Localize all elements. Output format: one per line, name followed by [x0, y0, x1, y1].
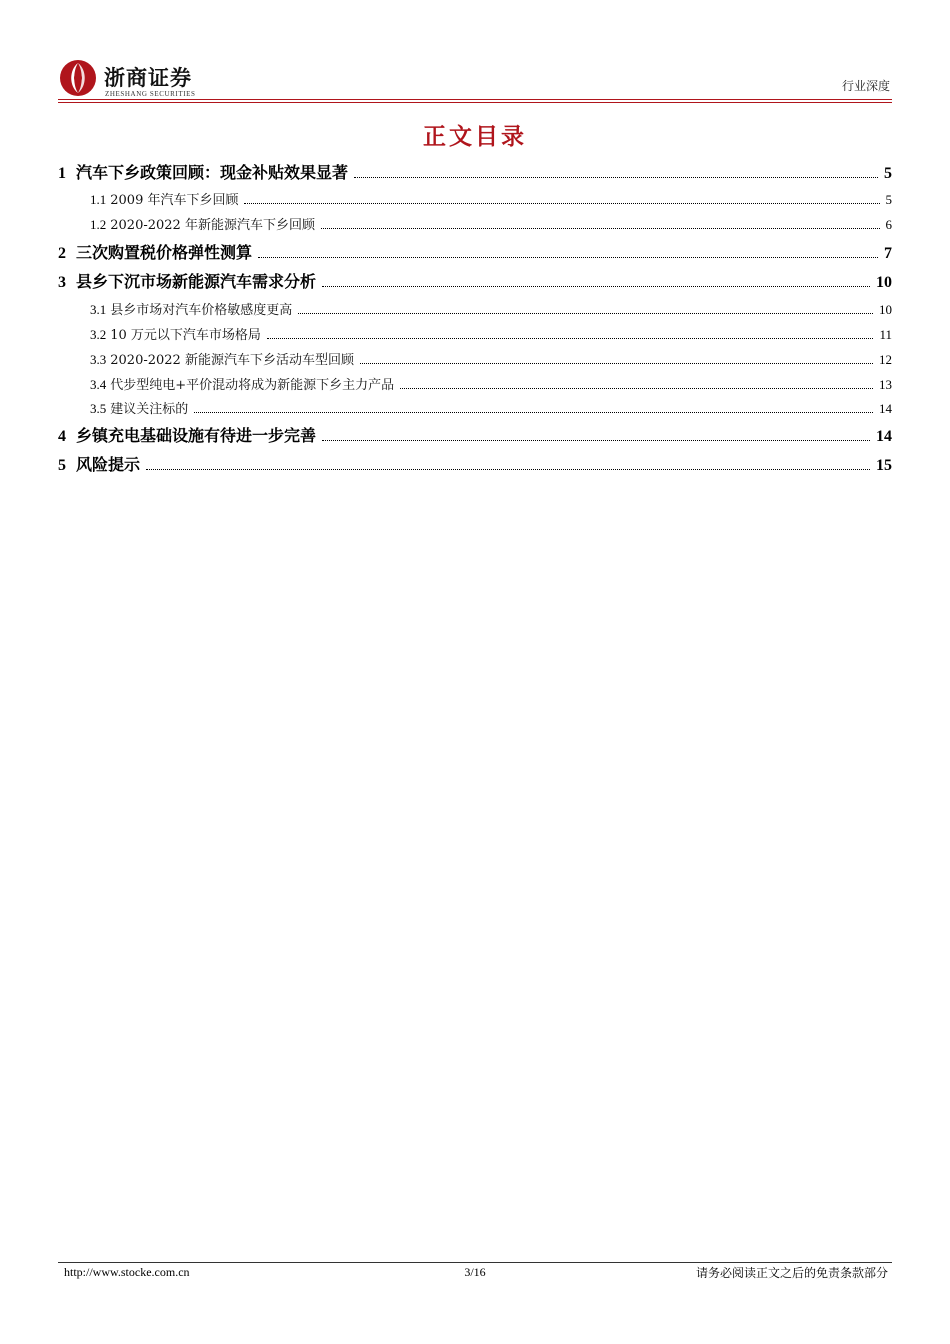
- toc-dot-leader: [194, 412, 873, 413]
- toc-entry-page: 14: [876, 428, 892, 445]
- toc-entry[interactable]: [58, 189, 892, 209]
- toc-entry-number: 3.1: [90, 302, 107, 317]
- toc-dot-leader: [400, 388, 873, 389]
- toc-entry-label: 县乡市场对汽车价格敏感度更高: [110, 303, 293, 318]
- toc-entry-label: 县乡下沉市场新能源汽车需求分析: [76, 272, 317, 291]
- toc-entry-page: 14: [879, 401, 892, 416]
- header-divider-thin: [58, 102, 892, 103]
- header-divider: [58, 99, 892, 100]
- toc-entry-page: 15: [876, 457, 892, 474]
- toc-entry[interactable]: [58, 423, 892, 447]
- toc-dot-leader: [267, 338, 874, 339]
- toc-entry-label: 建议关注标的: [110, 402, 189, 417]
- toc-entry-number: 3.5: [90, 401, 107, 416]
- toc-entry[interactable]: [58, 324, 892, 344]
- toc-dot-leader: [298, 313, 873, 314]
- toc-entry-number: 1.1: [90, 192, 107, 207]
- toc-entry-label: 三次购置税价格弹性测算: [76, 243, 253, 262]
- toc-entry-number: 3: [58, 274, 66, 291]
- toc-entry[interactable]: [58, 452, 892, 476]
- toc-entry[interactable]: [58, 374, 892, 394]
- toc-dot-leader: [360, 363, 873, 364]
- toc-entry-page: 10: [879, 302, 892, 317]
- toc-entry[interactable]: [58, 299, 892, 319]
- toc-entry-number: 1: [58, 165, 66, 182]
- toc-entry-number: 2: [58, 245, 66, 262]
- toc-dot-leader: [322, 286, 870, 287]
- toc-entry-label: 汽车下乡政策回顾：现金补贴效果显著: [76, 163, 349, 182]
- toc-entry-number: 3.3: [90, 352, 107, 367]
- toc-entry-page: 10: [876, 274, 892, 291]
- toc-entry-label: 风险提示: [76, 455, 141, 474]
- footer-disclaimer: 请务必阅读正文之后的免责条款部分: [695, 1266, 888, 1280]
- toc-entry-label: 代步型纯电+平价混动将成为新能源下乡主力产品: [110, 378, 395, 393]
- toc-entry-number: 3.4: [90, 377, 107, 392]
- toc-dot-leader: [354, 177, 878, 178]
- document-type: 行业深度: [841, 79, 890, 93]
- toc-entry-page: 6: [885, 217, 892, 232]
- toc-entry-number: 5: [58, 457, 66, 474]
- toc-entry-label: 2020-2022 年新能源汽车下乡回顾: [110, 218, 315, 233]
- page-number: 3/16: [464, 1265, 486, 1279]
- logo-mark-icon: [58, 58, 98, 98]
- toc-entry-page: 5: [884, 165, 892, 182]
- toc-entry[interactable]: [58, 349, 892, 369]
- toc-entry-number: 3.2: [90, 327, 107, 342]
- footer-url[interactable]: http://www.stocke.com.cn: [64, 1265, 190, 1279]
- toc-entry[interactable]: [58, 160, 892, 184]
- toc-entry-number: 4: [58, 428, 66, 445]
- toc-entry-page: 7: [884, 245, 892, 262]
- toc-entry-page: 12: [879, 352, 892, 367]
- toc-entry-label: 2009 年汽车下乡回顾: [110, 193, 239, 208]
- toc-dot-leader: [258, 257, 878, 258]
- toc-entry-page: 5: [885, 192, 892, 207]
- toc-entry[interactable]: [58, 240, 892, 264]
- toc-entry[interactable]: [58, 398, 892, 418]
- toc-title: 正文目录: [423, 124, 527, 150]
- toc-dot-leader: [146, 469, 870, 470]
- toc-dot-leader: [321, 228, 880, 229]
- toc-entry-page: 13: [879, 377, 892, 392]
- footer-divider: [58, 1262, 892, 1263]
- toc-entry-page: 11: [879, 327, 892, 342]
- toc-dot-leader: [244, 203, 879, 204]
- company-logo: [58, 58, 218, 104]
- toc-entry[interactable]: [58, 214, 892, 234]
- company-name-en: ZHESHANG SECURITIES: [105, 90, 196, 98]
- toc-entry-number: 1.2: [90, 217, 107, 232]
- toc-entry[interactable]: [58, 269, 892, 293]
- toc-entry-label: 10 万元以下汽车市场格局: [110, 328, 261, 343]
- toc-entry-label: 2020-2022 新能源汽车下乡活动车型回顾: [110, 353, 354, 368]
- company-name-cn: 浙商证券: [104, 66, 192, 90]
- toc-entry-label: 乡镇充电基础设施有待进一步完善: [76, 426, 317, 445]
- toc-dot-leader: [322, 440, 870, 441]
